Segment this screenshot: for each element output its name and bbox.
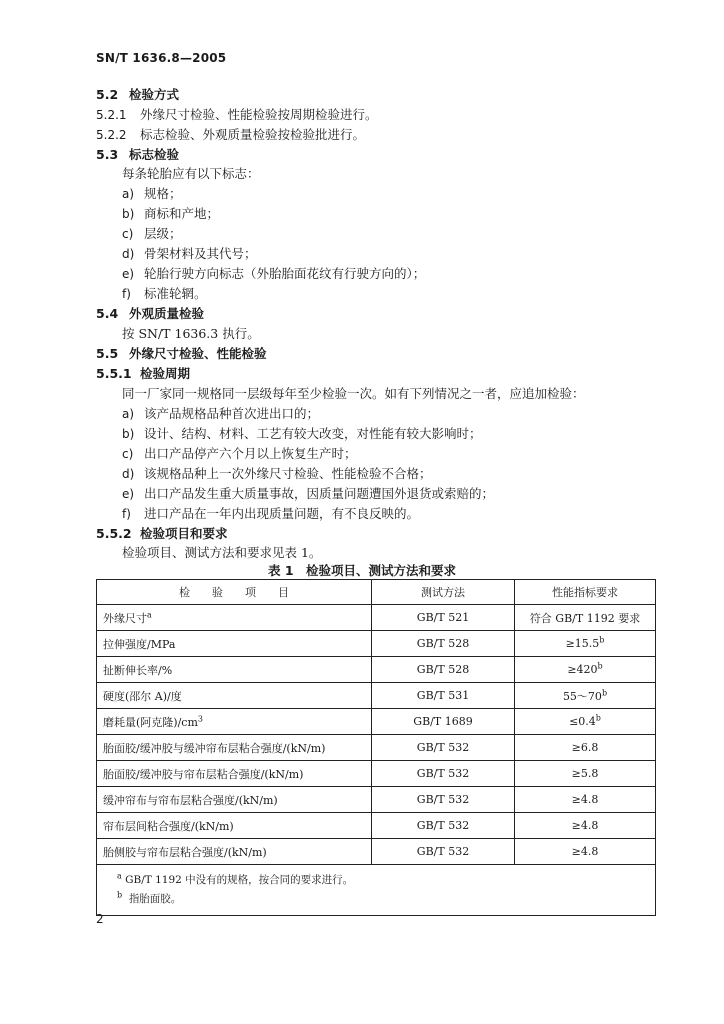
requirement-text: 55～70	[562, 689, 602, 703]
footnote-mark: b	[599, 635, 605, 645]
list-label: a)	[122, 187, 135, 201]
requirement-cell	[515, 761, 656, 787]
list-item	[122, 426, 482, 442]
list-item	[122, 266, 425, 282]
footnote-mark: 3	[197, 713, 203, 723]
clause-5-2-2	[96, 127, 365, 143]
list-text: 设计、结构、材料、工艺有较大改变，对性能有较大影响时；	[144, 426, 482, 441]
section-title: 检验项目和要求	[140, 526, 228, 541]
list-item	[122, 446, 357, 462]
requirement-cell	[515, 631, 656, 657]
footnote	[103, 890, 649, 909]
method-cell: GB/T 531	[372, 683, 515, 709]
item-cell	[97, 839, 372, 865]
table-row	[97, 683, 656, 709]
list-label: d)	[122, 467, 135, 481]
table-row	[97, 813, 656, 839]
table-footnotes	[97, 865, 656, 916]
paragraph-text: 按 SN/T 1636.3 执行。	[122, 326, 260, 341]
section-number: 5.2	[96, 87, 119, 102]
section-number: 5.3	[96, 147, 119, 162]
item-text: 硬度(邵尔 A)/度	[103, 689, 182, 703]
item-text: 胎面胶/缓冲胶与帘布层粘合强度/(kN/m)	[103, 767, 304, 781]
list-label: b)	[122, 427, 135, 441]
footnote-mark: b	[117, 890, 123, 900]
section-title: 标志检验	[129, 147, 180, 162]
requirement-cell	[515, 683, 656, 709]
list-text: 出口产品停产六个月以上恢复生产时；	[144, 446, 357, 461]
column-header: 性能指标要求	[515, 580, 656, 605]
clause-number: 5.2.2	[96, 128, 127, 142]
list-item	[122, 186, 182, 202]
list-label: f)	[122, 507, 131, 521]
table-row	[97, 657, 656, 683]
requirement-cell	[515, 813, 656, 839]
requirement-text: ≥6.8	[571, 741, 599, 754]
item-cell	[97, 657, 372, 683]
section-5-4-heading	[96, 306, 204, 322]
table-header-row	[97, 580, 656, 605]
list-text: 层级；	[144, 226, 182, 241]
item-text: 外缘尺寸	[103, 611, 147, 625]
list-text: 该规格品种上一次外缘尺寸检验、性能检验不合格；	[144, 466, 432, 481]
clause-text: 标志检验、外观质量检验按检验批进行。	[140, 127, 366, 142]
item-cell	[97, 631, 372, 657]
table-row	[97, 605, 656, 631]
list-item	[122, 486, 494, 502]
section-title: 检验方式	[129, 87, 180, 102]
list-item	[122, 466, 432, 482]
requirement-text: ≤0.4	[569, 715, 596, 728]
clause-text: 外缘尺寸检验、性能检验按周期检验进行。	[140, 107, 378, 122]
footnote-mark: b	[601, 687, 608, 697]
list-label: c)	[122, 227, 134, 241]
item-text: 胎面胶/缓冲胶与缓冲帘布层粘合强度/(kN/m)	[103, 741, 326, 755]
method-cell: GB/T 532	[372, 761, 515, 787]
standard-code-header: SN/T 1636.8—2005	[96, 51, 227, 65]
item-cell	[97, 787, 372, 813]
column-header: 检 验 项 目	[97, 580, 372, 605]
list-label: a)	[122, 407, 135, 421]
table-row	[97, 631, 656, 657]
list-item	[122, 246, 257, 262]
list-text: 标准轮辋。	[144, 286, 207, 301]
list-label: c)	[122, 447, 134, 461]
requirement-cell	[515, 787, 656, 813]
requirement-cell	[515, 839, 656, 865]
table-row	[97, 787, 656, 813]
table-row	[97, 709, 656, 735]
list-text: 该产品规格品种首次进出口的；	[144, 406, 320, 421]
section-number: 5.5	[96, 346, 119, 361]
list-label: e)	[122, 267, 135, 281]
section-5-3-heading	[96, 147, 179, 163]
requirement-text: ≥15.5	[565, 637, 600, 650]
method-cell: GB/T 1689	[372, 709, 515, 735]
table-row	[97, 839, 656, 865]
section-title: 外观质量检验	[129, 306, 205, 321]
list-item	[122, 506, 419, 522]
requirement-text: ≥4.8	[571, 845, 599, 858]
table-row	[97, 735, 656, 761]
item-text: 胎侧胶与帘布层粘合强度/(kN/m)	[103, 845, 267, 859]
paragraph-text: 每条轮胎应有以下标志：	[122, 166, 260, 181]
list-label: b)	[122, 207, 135, 221]
list-text: 出口产品发生重大质量事故，因质量问题遭国外退货或索赔的；	[144, 486, 495, 501]
item-cell	[97, 813, 372, 839]
list-text: 轮胎行驶方向标志（外胎胎面花纹有行驶方向的）；	[144, 266, 426, 281]
section-title: 检验周期	[140, 366, 191, 381]
list-text: 进口产品在一年内出现质量问题，有不良反映的。	[144, 506, 420, 521]
column-header: 测试方法	[372, 580, 515, 605]
section-5-5-1-heading	[96, 366, 190, 382]
list-label: d)	[122, 247, 135, 261]
list-text: 商标和产地；	[144, 206, 220, 221]
requirement-text: ≥4.8	[571, 819, 599, 832]
list-item	[122, 286, 207, 302]
method-cell: GB/T 532	[372, 735, 515, 761]
list-item	[122, 406, 319, 422]
item-cell	[97, 709, 372, 735]
section-number: 5.5.1	[96, 366, 132, 381]
footnote-mark: a	[147, 609, 152, 619]
paragraph-text: 检验项目、测试方法和要求见表 1。	[122, 545, 322, 560]
requirement-text: ≥420	[567, 663, 598, 676]
requirement-text: 符合 GB/T 1192 要求	[529, 611, 641, 625]
list-label: e)	[122, 487, 135, 501]
method-cell: GB/T 528	[372, 631, 515, 657]
item-cell	[97, 735, 372, 761]
method-cell: GB/T 532	[372, 839, 515, 865]
table-caption: 表 1 检验项目、测试方法和要求	[267, 563, 457, 578]
requirement-cell	[515, 709, 656, 735]
requirement-cell	[515, 605, 656, 631]
list-text: 规格；	[144, 186, 182, 201]
list-text: 骨架材料及其代号；	[144, 246, 257, 261]
section-5-5-2-heading	[96, 526, 228, 542]
table-row	[97, 761, 656, 787]
list-label: f)	[122, 287, 131, 301]
paragraph-text: 同一厂家同一规格同一层级每年至少检验一次。如有下列情况之一者，应追加检验：	[122, 386, 585, 401]
footnote-text: 指胎面胶。	[128, 893, 182, 905]
item-cell	[97, 605, 372, 631]
method-cell: GB/T 521	[372, 605, 515, 631]
list-item	[122, 206, 219, 222]
footnote-mark: a	[117, 871, 122, 881]
footnote	[103, 871, 649, 890]
footnote-text: GB/T 1192 中没有的规格，按合同的要求进行。	[125, 874, 354, 886]
method-cell: GB/T 532	[372, 787, 515, 813]
requirement-cell	[515, 657, 656, 683]
section-title: 外缘尺寸检验、性能检验	[129, 346, 267, 361]
item-text: 帘布层间粘合强度/(kN/m)	[103, 819, 234, 833]
section-5-2-heading	[96, 87, 179, 103]
table-footnotes-row	[97, 865, 656, 916]
item-cell	[97, 761, 372, 787]
footnote-mark: b	[597, 661, 603, 671]
footnote-mark: b	[595, 713, 601, 723]
item-text: 扯断伸长率/%	[103, 663, 173, 677]
section-number: 5.4	[96, 306, 119, 321]
section-5-5-heading	[96, 346, 267, 362]
inspection-table	[96, 579, 656, 916]
item-text: 磨耗量(阿克隆)/cm	[103, 715, 198, 729]
method-cell: GB/T 528	[372, 657, 515, 683]
item-cell	[97, 683, 372, 709]
requirement-text: ≥5.8	[571, 767, 599, 780]
item-text: 拉伸强度/MPa	[103, 637, 176, 651]
requirement-cell	[515, 735, 656, 761]
item-text: 缓冲帘布与帘布层粘合强度/(kN/m)	[103, 793, 278, 807]
method-cell: GB/T 532	[372, 813, 515, 839]
list-item	[122, 226, 182, 242]
page-number: 2	[96, 912, 104, 926]
clause-5-2-1	[96, 107, 378, 123]
requirement-text: ≥4.8	[571, 793, 599, 806]
clause-number: 5.2.1	[96, 108, 127, 122]
section-number: 5.5.2	[96, 526, 132, 541]
